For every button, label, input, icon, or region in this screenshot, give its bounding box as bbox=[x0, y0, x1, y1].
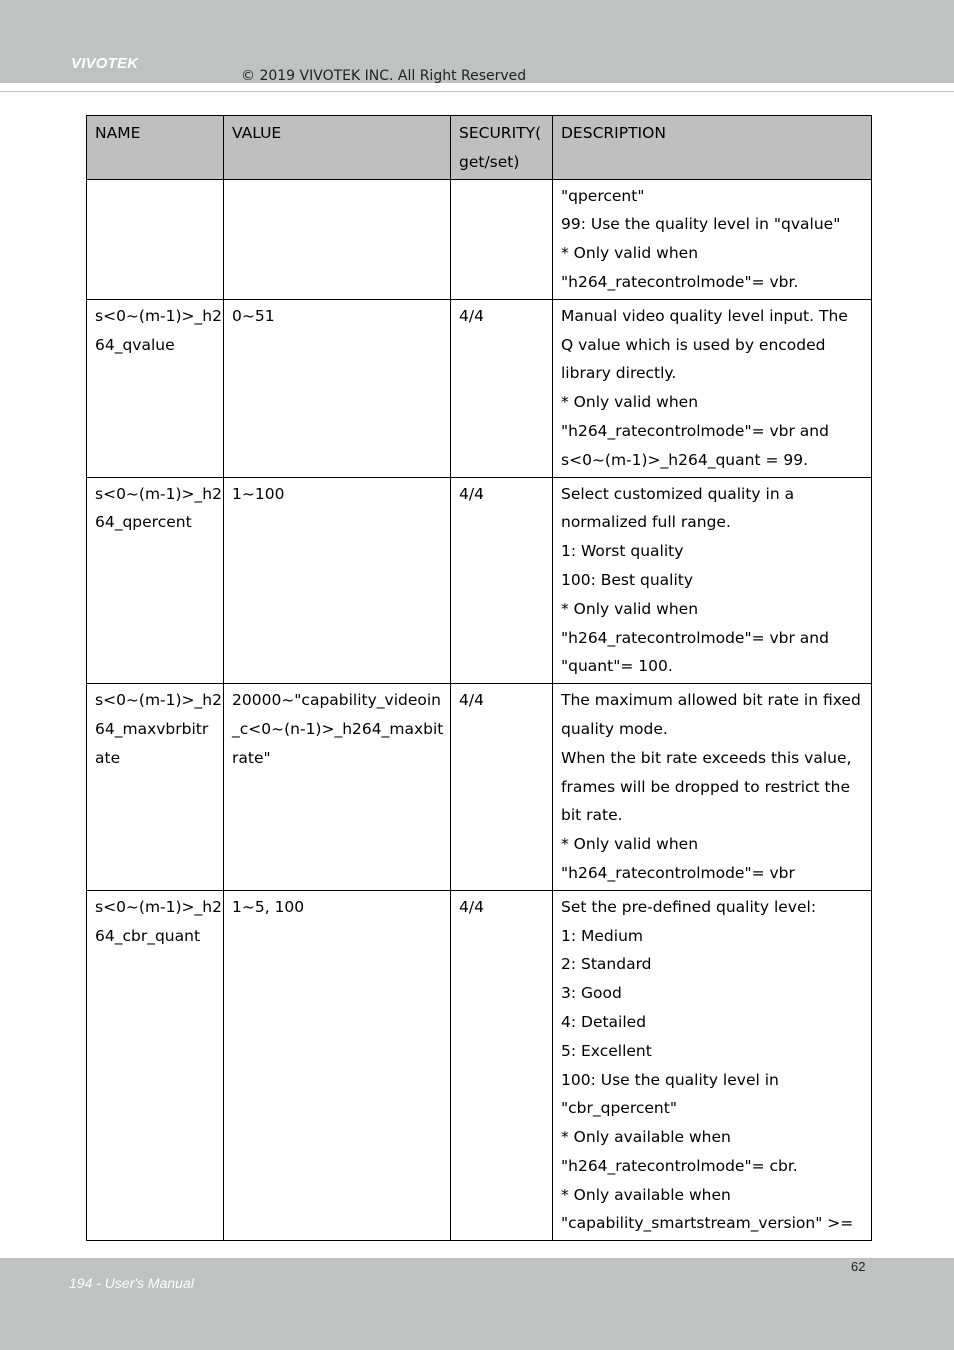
manual-page-label: 194 - User's Manual bbox=[69, 1275, 194, 1291]
cell-description: Set the pre-defined quality level: 1: Medium 2: Standard 3: Good 4: Detailed 5: Excellent 100: Use the quality level in "cbr_qpercent" * Only available when "h264_ratecontrolmode"= cbr. * Only available when "capability_smartstream_version" >= bbox=[553, 890, 872, 1241]
table-row bbox=[87, 890, 872, 1241]
column-header-name: NAME bbox=[87, 116, 224, 180]
table-header-row bbox=[87, 116, 872, 180]
table-row bbox=[87, 299, 872, 477]
cell-value: 0~51 bbox=[224, 299, 451, 477]
cell-security: 4/4 bbox=[451, 299, 553, 477]
brand-logo: VIVOTEK bbox=[71, 55, 139, 72]
copyright-notice: © 2019 VIVOTEK INC. All Right Reserved bbox=[241, 68, 527, 84]
column-header-security: SECURITY( get/set) bbox=[451, 116, 553, 180]
cell-name: s<0~(m-1)>_h2 64_maxvbrbitr ate bbox=[87, 684, 224, 891]
footer-band bbox=[0, 1258, 954, 1350]
cell-value: 1~5, 100 bbox=[224, 890, 451, 1241]
cell-name: s<0~(m-1)>_h2 64_qpercent bbox=[87, 477, 224, 684]
table-row bbox=[87, 179, 872, 299]
header-divider bbox=[0, 91, 954, 92]
table-row bbox=[87, 684, 872, 891]
parameter-table bbox=[86, 115, 872, 1241]
cell-description: "qpercent" 99: Use the quality level in "qvalue" * Only valid when "h264_ratecontrolmode"= vbr. bbox=[553, 179, 872, 299]
column-header-description: DESCRIPTION bbox=[553, 116, 872, 180]
cell-name bbox=[87, 179, 224, 299]
cell-security: 4/4 bbox=[451, 890, 553, 1241]
cell-name: s<0~(m-1)>_h2 64_cbr_quant bbox=[87, 890, 224, 1241]
cell-value: 1~100 bbox=[224, 477, 451, 684]
cell-value bbox=[224, 179, 451, 299]
page-number: 62 bbox=[851, 1259, 866, 1274]
cell-security: 4/4 bbox=[451, 684, 553, 891]
cell-security bbox=[451, 179, 553, 299]
cell-description: Select customized quality in a normalized full range. 1: Worst quality 100: Best quality * Only valid when "h264_ratecontrolmode"= vbr and "quant"= 100. bbox=[553, 477, 872, 684]
cell-description: Manual video quality level input. The Q value which is used by encoded library directly. * Only valid when "h264_ratecontrolmode"= vbr and s<0~(m-1)>_h264_quant = 99. bbox=[553, 299, 872, 477]
cell-name: s<0~(m-1)>_h2 64_qvalue bbox=[87, 299, 224, 477]
cell-security: 4/4 bbox=[451, 477, 553, 684]
cell-value: 20000~"capability_videoin _c<0~(n-1)>_h264_maxbit rate" bbox=[224, 684, 451, 891]
table-row bbox=[87, 477, 872, 684]
cell-description: The maximum allowed bit rate in fixed quality mode. When the bit rate exceeds this value, frames will be dropped to restrict the bit rate. * Only valid when "h264_ratecontrolmode"= vbr bbox=[553, 684, 872, 891]
column-header-value: VALUE bbox=[224, 116, 451, 180]
